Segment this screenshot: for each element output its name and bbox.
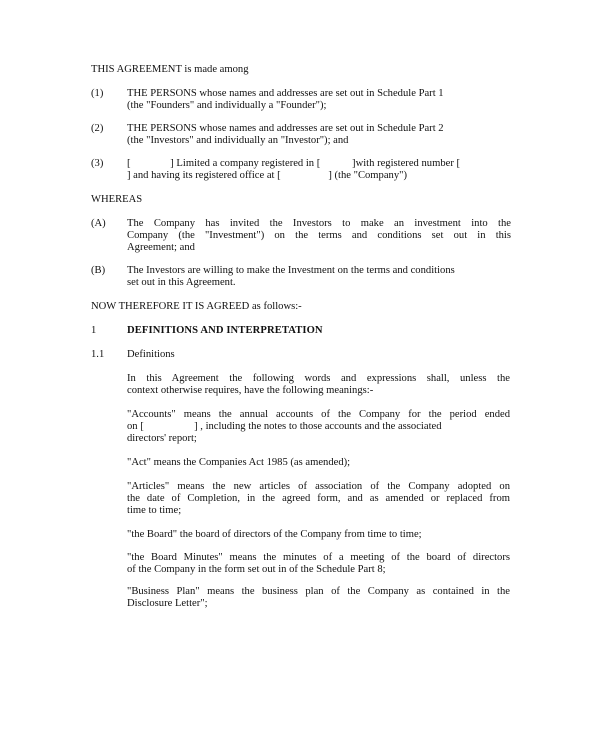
definition-line: "the Board" the board of directors of the Company from time to time; [127,529,422,540]
party-text [127,123,511,147]
party-text [127,88,511,112]
party-number: (3) [91,158,104,169]
definition-line: the date of Completion, in the agreed form, and as amended or replaced from [127,493,510,504]
definition-board-minutes [127,552,510,576]
definition-line: on [ ] , including the notes to those accounts and the associated [127,421,442,432]
definition-board [127,529,510,541]
recital-text [127,218,511,254]
now-therefore-text: NOW THEREFORE IT IS AGREED as follows:- [91,301,302,312]
definition-line: "Business Plan" means the business plan of the Company as contained in the [127,586,510,597]
recital-line: set out in this Agreement. [127,277,236,288]
recital-number: (B) [91,265,106,276]
intro-text: THIS AGREEMENT is made among [91,64,249,75]
definition-line: of the Company in the form set out in of the Schedule Part 8; [127,564,386,575]
definition-line: "Articles" means the new articles of association of the Company adopted on [127,481,510,492]
definition-act [127,457,510,469]
subsection-number: 1.1 [91,349,105,360]
section-title: DEFINITIONS AND INTERPRETATION [127,325,323,336]
definition-line: "the Board Minutes" means the minutes of a meeting of the board of directors [127,552,510,563]
definition-articles [127,481,510,517]
recital-line: Company (the "Investment") on the terms and conditions set out in this [127,230,511,241]
recital-line: The Investors are willing to make the Investment on the terms and conditions [127,265,455,276]
party-line: THE PERSONS whose names and addresses are set out in Schedule Part 1 [127,88,444,99]
definition-line: Disclosure Letter"; [127,598,208,609]
party-line: THE PERSONS whose names and addresses are set out in Schedule Part 2 [127,123,444,134]
party-text [127,158,511,182]
party-line: (the "Founders" and individually a "Founder"); [127,100,327,111]
definition-line: "Accounts" means the annual accounts of the Company for the period ended [127,409,510,420]
party-line: (the "Investors" and individually an "Investor"); and [127,135,349,146]
definition-business-plan [127,586,510,610]
party-number: (1) [91,88,104,99]
definition-line: In this Agreement the following words and expressions shall, unless the [127,373,510,384]
party-number: (2) [91,123,104,134]
recital-line: The Company has invited the Investors to make an investment into the [127,218,511,229]
definition-line: directors' report; [127,433,197,444]
recital-line: Agreement; and [127,242,195,253]
party-line: ] and having its registered office at [ ] (the "Company") [127,170,407,181]
section-number: 1 [91,325,97,336]
definition-accounts [127,409,510,445]
subsection-title: Definitions [127,349,175,360]
party-line: [ ] Limited a company registered in [ ]with registered number [ [127,158,461,169]
recital-number: (A) [91,218,106,229]
definition-line: "Act" means the Companies Act 1985 (as amended); [127,457,351,468]
definition-line: time to time; [127,505,182,516]
whereas-heading: WHEREAS [91,194,143,205]
definitions-intro [127,373,510,397]
definition-line: context otherwise requires, have the following meanings:- [127,385,374,396]
recital-text [127,265,511,289]
